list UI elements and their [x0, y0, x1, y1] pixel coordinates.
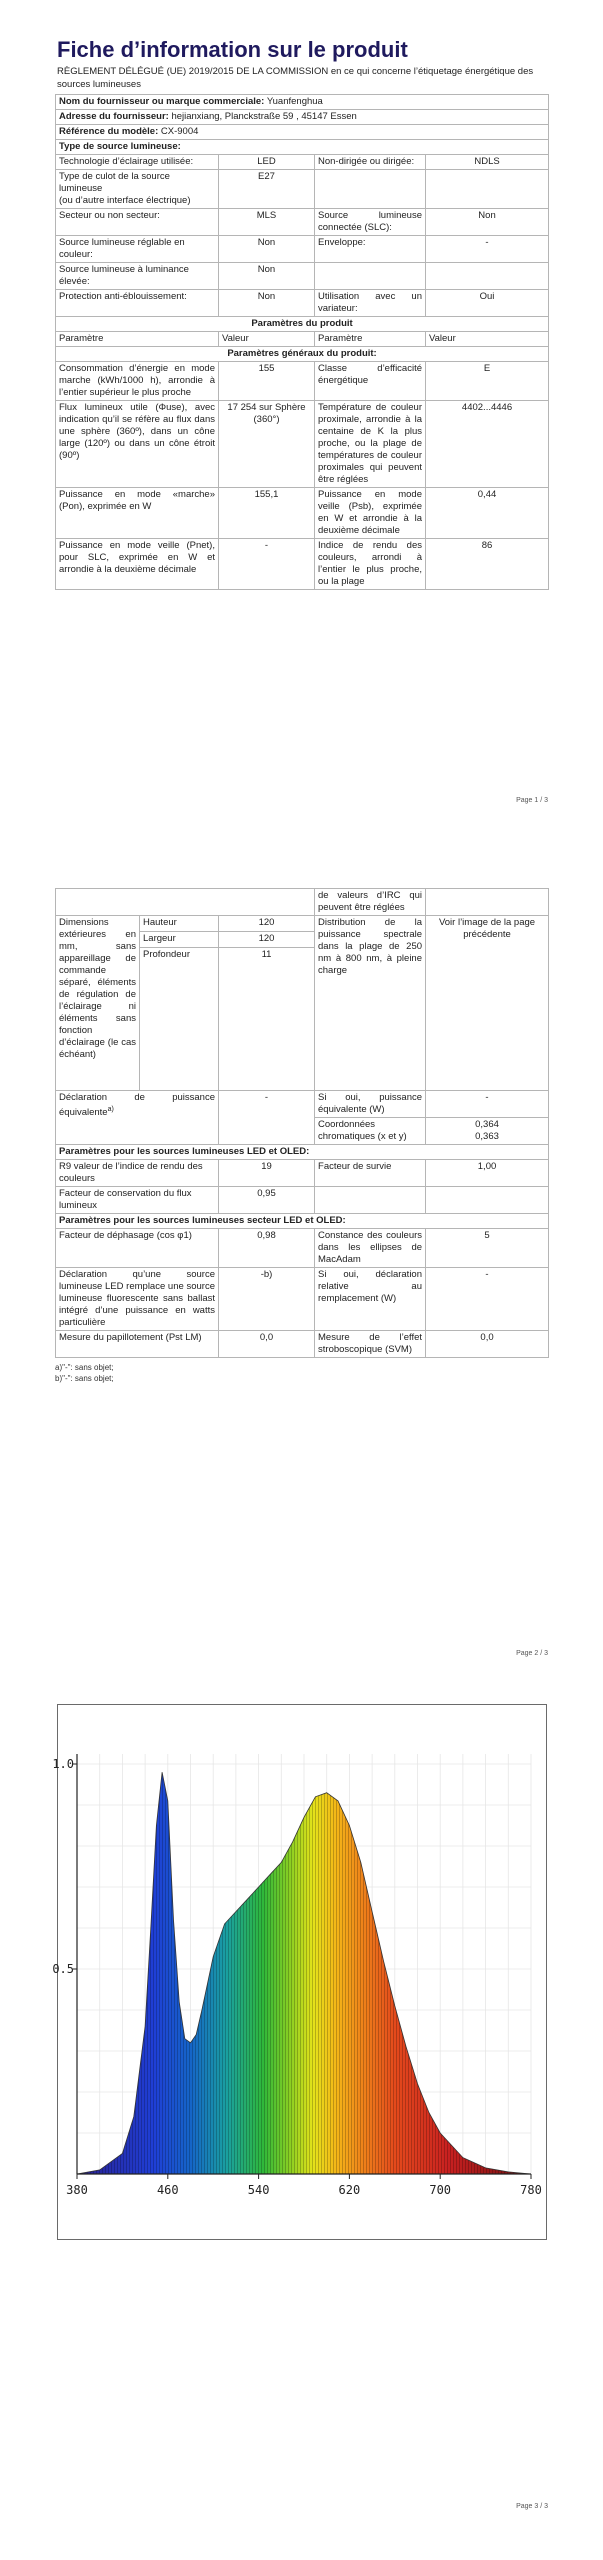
x-tick-label: 780 — [520, 2183, 542, 2197]
page-2 — [55, 888, 548, 1384]
pf-label: Facteur de déphasage (cos φ1) — [56, 1229, 219, 1268]
eclass-value: E — [426, 362, 549, 401]
col-value-2: Valeur — [426, 332, 549, 347]
page-footer-2: Page 2 / 3 — [516, 1650, 548, 1657]
address-value: hejianxiang, Planckstraße 59 , 45147 Essen — [171, 111, 357, 122]
x-tick-label: 540 — [247, 2183, 270, 2197]
highlum-label: Source lumineuse à luminance élevée: — [56, 263, 219, 290]
surv-label: Facteur de survie — [315, 1160, 426, 1187]
glare-value: Non — [219, 290, 315, 317]
spd-value: Voir l’image de la page précédente — [426, 916, 549, 1091]
pon-value: 155,1 — [219, 488, 315, 539]
supplier-row: Nom du fournisseur ou marque commerciale: Yuanfenghua — [56, 95, 549, 110]
repl-value: -b) — [219, 1268, 315, 1331]
svm-value: 0,0 — [426, 1331, 549, 1358]
replw-value: - — [426, 1268, 549, 1331]
pon-label: Puissance en mode «marche» (Pon), exprimée en W — [56, 488, 219, 539]
cap-label: Type de culot de la source lumineuse (ou d’autre interface électrique) — [56, 170, 219, 209]
x-tick-label: 700 — [429, 2183, 452, 2197]
r9-value: 19 — [219, 1160, 315, 1187]
psb-value: 0,44 — [426, 488, 549, 539]
maint-value: 0,95 — [219, 1187, 315, 1214]
col-param-1: Paramètre — [56, 332, 219, 347]
nondir-value: NDLS — [426, 155, 549, 170]
info-table-1 — [55, 94, 549, 590]
psb-label: Puissance en mode veille (Psb), exprimée en W et arrondie à la deuxième décimale — [315, 488, 426, 539]
dims-label: Dimensions extérieures en mm, sans appareillage de commande séparé, éléments de régulation de l’éclairage ni éléments sans fonction d’éclairage (le cas échéant) — [56, 916, 140, 1091]
replw-label: Si oui, déclaration relative au remplacement (W) — [315, 1268, 426, 1331]
source-type-label: Type de source lumineuse: — [56, 140, 549, 155]
params-header: Paramètres du produit — [56, 317, 549, 332]
cct-label: Température de couleur proximale, arrondie à la centaine de K la plus proche, ou la plage de températures de couleur proximales qui peuvent être réglées — [315, 401, 426, 488]
energy-value: 155 — [219, 362, 315, 401]
general-header: Paramètres généraux du produit: — [56, 347, 549, 362]
nondir-label: Non-dirigée ou dirigée: — [315, 155, 426, 170]
macadam-value: 5 — [426, 1229, 549, 1268]
macadam-label: Constance des couleurs dans les ellipses de MacAdam — [315, 1229, 426, 1268]
eqw-value: - — [426, 1091, 549, 1118]
highlum-value: Non — [219, 263, 315, 290]
mains-label: Secteur ou non secteur: — [56, 209, 219, 236]
width-value: 120 — [219, 932, 315, 948]
repl-label: Déclaration qu’une source lumineuse LED remplace une source lumineuse fluorescente sans ballast intégré d’une puissance en watts particulière — [56, 1268, 219, 1331]
envelope-value: - — [426, 236, 549, 263]
mains-header: Paramètres pour les sources lumineuses secteur LED et OLED: — [56, 1214, 549, 1229]
colour-label: Source lumineuse réglable en couleur: — [56, 236, 219, 263]
svm-label: Mesure de l’effet stroboscopique (SVM) — [315, 1331, 426, 1358]
supplier-value: Yuanfenghua — [266, 96, 323, 107]
connected-value: Non — [426, 209, 549, 236]
eqp-label: Déclaration de puissance équivalente$^{a)}$ — [56, 1091, 219, 1145]
page-1 — [55, 33, 548, 590]
page-footer-3: Page 3 / 3 — [516, 2503, 548, 2510]
depth-label: Profondeur — [140, 948, 219, 1091]
chroma-value: 0,364 0,363 — [426, 1118, 549, 1145]
page-footer-1: Page 1 / 3 — [516, 797, 548, 804]
pf-value: 0,98 — [219, 1229, 315, 1268]
chroma-label: Coordonnées chromatiques (x et y) — [315, 1118, 426, 1145]
cct-value: 4402...4446 — [426, 401, 549, 488]
footnotes — [55, 1362, 548, 1384]
pst-value: 0,0 — [219, 1331, 315, 1358]
dimmer-value: Oui — [426, 290, 549, 317]
height-value: 120 — [219, 916, 315, 932]
regulation-subtitle: RÈGLEMENT DÉLÉGUÉ (UE) 2019/2015 DE LA COMMISSION en ce qui concerne l’étiquetage énergétique des sources lumineuses — [57, 66, 534, 90]
height-label: Hauteur — [140, 916, 219, 932]
led-header: Paramètres pour les sources lumineuses LED et OLED: — [56, 1145, 549, 1160]
eqw-label: Si oui, puissance équivalente (W) — [315, 1091, 426, 1118]
cri-label-cont: de valeurs d’IRC qui peuvent être réglées — [315, 889, 426, 916]
mains-value: MLS — [219, 209, 315, 236]
energy-label: Consommation d’énergie en mode marche (kWh/1000 h), arrondie à l’entier supérieur le plus proche — [56, 362, 219, 401]
info-table-2 — [55, 888, 549, 1358]
tech-value: LED — [219, 155, 315, 170]
col-param-2: Paramètre — [315, 332, 426, 347]
spectrum-chart — [52, 1704, 547, 2240]
dimmer-label: Utilisation avec un variateur: — [315, 290, 426, 317]
connected-label: Source lumineuse connectée (SLC): — [315, 209, 426, 236]
flux-label: Flux lumineux utile (Φuse), avec indication qu’il se réfère au flux dans une sphère (360º), dans un cône large (120º) ou dans un cône étroit (90º) — [56, 401, 219, 488]
envelope-label: Enveloppe: — [315, 236, 426, 263]
eqp-value: - — [219, 1091, 315, 1145]
pnet-value: - — [219, 539, 315, 590]
address-row: Adresse du fournisseur: hejianxiang, Planckstraße 59 , 45147 Essen — [56, 110, 549, 125]
pst-label: Mesure du papillotement (Pst LM) — [56, 1331, 219, 1358]
col-value-1: Valeur — [219, 332, 315, 347]
x-tick-label: 620 — [338, 2183, 361, 2197]
x-tick-label: 380 — [66, 2183, 88, 2197]
surv-value: 1,00 — [426, 1160, 549, 1187]
colour-value: Non — [219, 236, 315, 263]
eclass-label: Classe d’efficacité énergétique — [315, 362, 426, 401]
glare-label: Protection anti-éblouissement: — [56, 290, 219, 317]
tech-label: Technologie d’éclairage utilisée: — [56, 155, 219, 170]
spd-label: Distribution de la puissance spectrale dans la plage de 250 nm à 800 nm, à pleine charge — [315, 916, 426, 1091]
model-value: CX-9004 — [160, 126, 199, 137]
maint-label: Facteur de conservation du flux lumineux — [56, 1187, 219, 1214]
cri-label: Indice de rendu des couleurs, arrondi à l’entier le plus proche, ou la plage — [315, 539, 426, 590]
flux-value: 17 254 sur Sphère (360°) — [219, 401, 315, 488]
x-tick-label: 460 — [156, 2183, 179, 2197]
pnet-label: Puissance en mode veille (Pnet), pour SLC, exprimée en W et arrondie à la deuxième décimale — [56, 539, 219, 590]
y-tick-label: 1.0 — [52, 1757, 74, 1771]
width-label: Largeur — [140, 932, 219, 948]
footnote-b: b)"-": sans objet; — [55, 1374, 114, 1383]
depth-value: 11 — [219, 948, 315, 1091]
footnote-a: a)"-": sans objet; — [55, 1363, 114, 1372]
y-tick-label: 0.5 — [52, 1962, 74, 1976]
cap-value: E27 — [219, 170, 315, 209]
model-row: Référence du modèle: CX-9004 — [56, 125, 549, 140]
r9-label: R9 valeur de l’indice de rendu des couleurs — [56, 1160, 219, 1187]
page-title: Fiche d’information sur le produit — [57, 37, 408, 62]
cri-value: 86 — [426, 539, 549, 590]
